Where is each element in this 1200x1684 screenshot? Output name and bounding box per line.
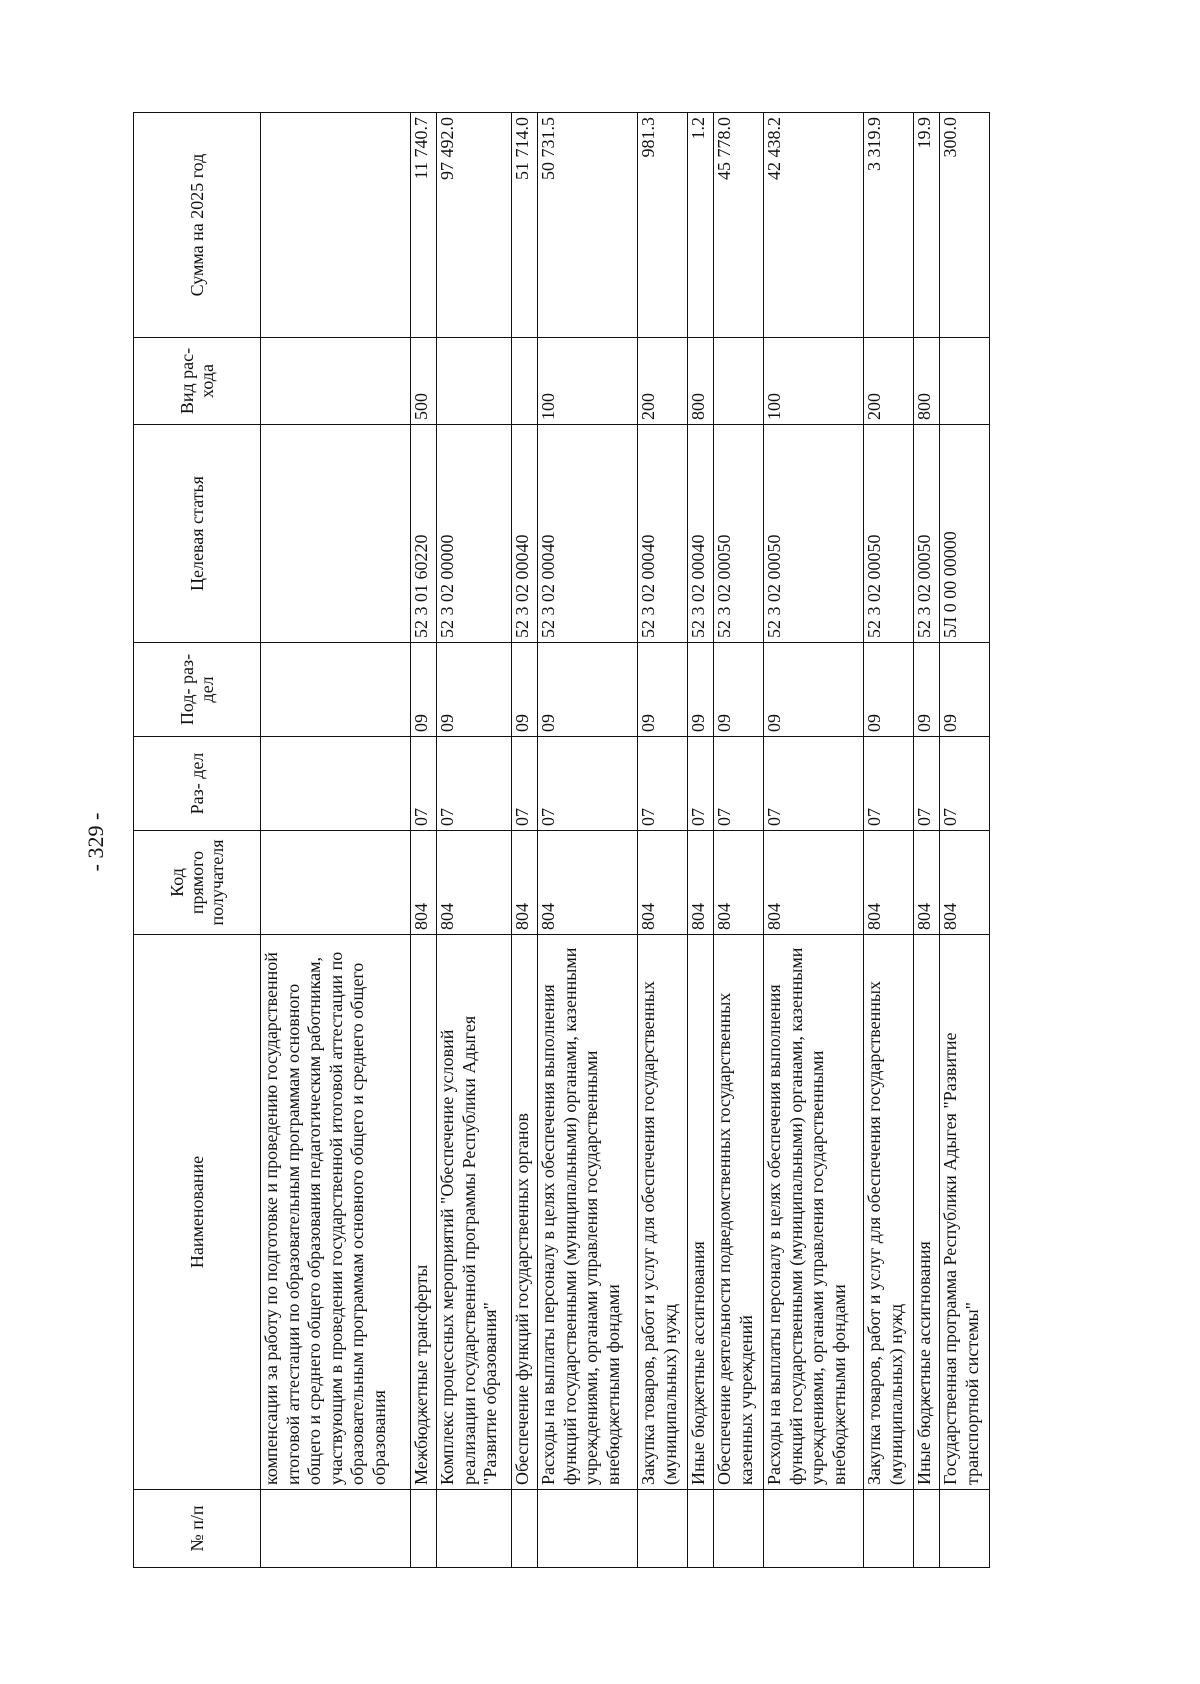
row-recipient-code: 804	[437, 831, 512, 935]
row-recipient-code: 804	[512, 831, 538, 935]
row-expense-type	[437, 338, 512, 425]
row-sum: 97 492.0	[437, 113, 512, 338]
row-target-article	[261, 425, 411, 643]
row-section: 07	[538, 737, 638, 831]
row-name: Государственная программа Республики Адыгея "Развитие транспортной системы"	[940, 935, 990, 1490]
table-row	[512, 113, 538, 1568]
table-row	[437, 113, 512, 1568]
row-subsection	[261, 643, 411, 737]
row-subsection: 09	[864, 643, 914, 737]
row-section: 07	[688, 737, 714, 831]
row-number	[437, 1490, 512, 1568]
row-recipient-code	[261, 831, 411, 935]
row-expense-type	[261, 338, 411, 425]
header-expense: Вид рас- хода	[134, 338, 261, 425]
row-target-article: 52 3 02 00050	[764, 425, 864, 643]
row-subsection: 09	[714, 643, 764, 737]
row-sum: 50 731.5	[538, 113, 638, 338]
row-name: компенсации за работу по подготовке и проведению государственной итоговой аттестации по образовательным программам основного общего и среднего общего образования педагогическим работникам, участвующим в проведении государственной итоговой аттестации по образовательным программам основного общего и среднего общего образования	[261, 935, 411, 1490]
row-name: Комплекс процессных мероприятий "Обеспечение условий реализации государственной программы Республики Адыгея "Развитие образования"	[437, 935, 512, 1490]
row-target-article: 52 3 02 00040	[512, 425, 538, 643]
row-expense-type	[714, 338, 764, 425]
row-subsection: 09	[638, 643, 688, 737]
row-recipient-code: 804	[940, 831, 990, 935]
row-name: Обеспечение функций государственных органов	[512, 935, 538, 1490]
row-number	[940, 1490, 990, 1568]
row-section: 07	[512, 737, 538, 831]
row-target-article: 52 3 02 00040	[538, 425, 638, 643]
row-sum: 11 740.7	[411, 113, 437, 338]
table-row	[914, 113, 940, 1568]
row-recipient-code: 804	[864, 831, 914, 935]
table-row	[688, 113, 714, 1568]
page-number: - 329 -	[83, 812, 108, 872]
row-sum: 51 714.0	[512, 113, 538, 338]
row-recipient-code: 804	[688, 831, 714, 935]
header-row	[134, 113, 261, 1568]
header-target: Целевая статья	[134, 425, 261, 643]
row-target-article: 52 3 01 60220	[411, 425, 437, 643]
row-sum: 3 319.9	[864, 113, 914, 338]
row-target-article: 52 3 02 00000	[437, 425, 512, 643]
row-recipient-code: 804	[914, 831, 940, 935]
row-section: 07	[940, 737, 990, 831]
row-section: 07	[864, 737, 914, 831]
row-expense-type: 200	[638, 338, 688, 425]
row-recipient-code: 804	[538, 831, 638, 935]
table-row	[538, 113, 638, 1568]
table-row	[411, 113, 437, 1568]
row-name: Расходы на выплаты персоналу в целях обеспечения выполнения функций государственными (муниципальными) органами, казенными учреждениями, органами управления государственными внебюджетными фондами	[538, 935, 638, 1490]
row-subsection: 09	[914, 643, 940, 737]
row-section: 07	[764, 737, 864, 831]
row-expense-type	[940, 338, 990, 425]
row-sum: 42 438.2	[764, 113, 864, 338]
row-name: Закупка товаров, работ и услуг для обеспечения государственных (муниципальных) нужд	[864, 935, 914, 1490]
row-sum: 1.2	[688, 113, 714, 338]
row-number	[688, 1490, 714, 1568]
table-row	[638, 113, 688, 1568]
table-row	[714, 113, 764, 1568]
row-subsection: 09	[411, 643, 437, 737]
row-subsection: 09	[437, 643, 512, 737]
row-expense-type: 100	[538, 338, 638, 425]
row-subsection: 09	[688, 643, 714, 737]
row-subsection: 09	[940, 643, 990, 737]
table-row	[261, 113, 411, 1568]
row-number	[411, 1490, 437, 1568]
row-expense-type: 200	[864, 338, 914, 425]
row-name: Иные бюджетные ассигнования	[914, 935, 940, 1490]
header-sum: Сумма на 2025 год	[134, 113, 261, 338]
row-name: Иные бюджетные ассигнования	[688, 935, 714, 1490]
row-target-article: 52 3 02 00050	[864, 425, 914, 643]
budget-table	[133, 112, 990, 1568]
row-recipient-code: 804	[638, 831, 688, 935]
row-expense-type: 800	[688, 338, 714, 425]
table-row	[940, 113, 990, 1568]
row-expense-type	[512, 338, 538, 425]
row-section	[261, 737, 411, 831]
row-section: 07	[638, 737, 688, 831]
row-name: Межбюджетные трансферты	[411, 935, 437, 1490]
row-subsection: 09	[512, 643, 538, 737]
row-recipient-code: 804	[714, 831, 764, 935]
row-number	[638, 1490, 688, 1568]
row-recipient-code: 804	[764, 831, 864, 935]
row-target-article: 52 3 02 00040	[638, 425, 688, 643]
row-recipient-code: 804	[411, 831, 437, 935]
row-expense-type: 500	[411, 338, 437, 425]
row-section: 07	[914, 737, 940, 831]
header-num: № п/п	[134, 1490, 261, 1568]
row-sum: 300.0	[940, 113, 990, 338]
row-subsection: 09	[538, 643, 638, 737]
row-name: Расходы на выплаты персоналу в целях обеспечения выполнения функций государственными (муниципальными) органами, казенными учреждениями, органами управления государственными внебюджетными фондами	[764, 935, 864, 1490]
row-number	[261, 1490, 411, 1568]
table-row	[764, 113, 864, 1568]
row-number	[512, 1490, 538, 1568]
header-subsection: Под- раз- дел	[134, 643, 261, 737]
row-expense-type: 100	[764, 338, 864, 425]
row-number	[914, 1490, 940, 1568]
row-number	[714, 1490, 764, 1568]
row-number	[864, 1490, 914, 1568]
row-subsection: 09	[764, 643, 864, 737]
rotated-page-canvas	[133, 113, 1153, 1568]
row-target-article: 52 3 02 00050	[914, 425, 940, 643]
row-sum	[261, 113, 411, 338]
row-target-article: 52 3 02 00050	[714, 425, 764, 643]
header-recipient: Код прямого получателя	[134, 831, 261, 935]
row-target-article: 5Л 0 00 00000	[940, 425, 990, 643]
row-section: 07	[411, 737, 437, 831]
header-section: Раз- дел	[134, 737, 261, 831]
row-number	[538, 1490, 638, 1568]
row-sum: 981.3	[638, 113, 688, 338]
row-section: 07	[714, 737, 764, 831]
row-target-article: 52 3 02 00040	[688, 425, 714, 643]
header-name: Наименование	[134, 935, 261, 1490]
row-sum: 45 778.0	[714, 113, 764, 338]
row-section: 07	[437, 737, 512, 831]
row-name: Закупка товаров, работ и услуг для обеспечения государственных (муниципальных) нужд	[638, 935, 688, 1490]
row-expense-type: 800	[914, 338, 940, 425]
table-row	[864, 113, 914, 1568]
row-name: Обеспечение деятельности подведомственных государственных казенных учреждений	[714, 935, 764, 1490]
row-number	[764, 1490, 864, 1568]
row-sum: 19.9	[914, 113, 940, 338]
